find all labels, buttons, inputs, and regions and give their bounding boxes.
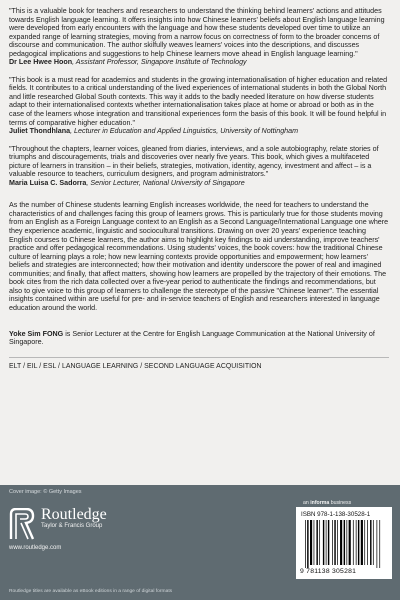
footer-band (0, 485, 400, 600)
publisher-name: Routledge (41, 506, 107, 523)
blurb-quote: "This book is a must read for academics and students in the growing internationalisation of higher education and related fields. It contributes to a critical understanding of the lived experiences of international students in both the Global North and little researched Global South contexts. This way it adds to the badly needed literature on how diverse students adapt to their internationalised contexts whether internationalisation takes place at home or abroad or both as in the case of the learners whose integration and transitional experiences form the basis of this book. It will be found helpful in terms of comparative higher education." (9, 75, 388, 127)
blurb-author-name: Juliet Thondhlana (9, 127, 71, 136)
publisher-block (9, 507, 169, 559)
book-description: As the number of Chinese students learning English increases worldwide, the need for teachers to understand the characteristics of and challenges facing this group of learners grows. This is particularly true for those students moving from an English as a Foreign Language context to an English as a Second Language/International Language one where they experience academic, linguistic and sociocultural transitions. Drawing on over 20 years' experience teaching English courses to Chinese learners, the author aims to highlight key findings to aid understanding, improve teachers' practice and offer pedagogical recommendations. Using students' voices, the book covers: how the traditional Chinese culture of learning plays a role; how new learning contexts provide opportunities and empowerment; how learners' beliefs and strategies are interconnected; how their motivation and identity underscore the power of real and imagined communities; and finally, that affect matters, showing how learners are propelled by the trajectory of their emotions. The book cites from the rich data collected over a five-year period to authenticate the findings and recommendations, but also to give voice to this group of learners to challenge the stereotype of the passive "Chinese learner". The essential insights contained within are useful for pre- and in-service teachers of English and researchers interested in language education around the world. (9, 201, 389, 312)
author-name: Yoke Sim FONG (9, 329, 64, 338)
barcode-number: 9 781138 305281 (300, 568, 357, 575)
blurb-2 (9, 76, 389, 136)
barcode-icon (302, 520, 386, 570)
blurb-author-name: Dr Lee Hwee Hoon (9, 58, 73, 67)
blurb-quote: "Throughout the chapters, learner voices, gleaned from diaries, interviews, and a sole autobiography, relate stories of triumphs and discouragements, trials and discoveries over nearly five years. This book, which gives a multifaceted picture of learners in transition – in their beliefs, strategies, motivation, identity, agency, investment and affect – is a valuable resource to teachers, curriculum designers, and program administrators." (9, 144, 379, 179)
informa-tagline (303, 500, 351, 506)
blurb-author-role: , Lecturer in Education and Applied Linguistics, University of Nottingham (70, 127, 299, 136)
ebook-note: Routledge titles are available as eBook editions in a range of digital formats (9, 589, 173, 594)
informa-prefix: an (303, 500, 311, 506)
blurb-3 (9, 145, 389, 188)
blurb-attribution (9, 179, 389, 188)
publisher-url[interactable]: www.routledge.com (9, 545, 62, 551)
blurb-1 (9, 7, 389, 67)
blurb-author-role: , Senior Lecturer, National University of Singapore (86, 178, 245, 187)
back-cover-content (9, 7, 389, 371)
blurb-quote: "This is a valuable book for teachers and researchers to understand the thinking behind learners' actions and attitudes towards English language learning. It offers insights into how Chinese learners' beliefs about English language learning were developed from early encounters with the language and how these students developed over time to utilize an expanded range of learning strategies, moving from a narrow focus on correctness of form to the broader concerns of discourse and communication. The author skilfully weaves learners' voices into the descriptions, and discusses pedagogical implications and suggestions to help Chinese learners move ahead in English language learning." (9, 7, 385, 58)
routledge-logo-icon (9, 508, 35, 541)
informa-brand: informa (310, 500, 330, 506)
publisher-subtitle: Taylor & Francis Group (41, 523, 103, 529)
divider (9, 357, 389, 358)
blurb-author-name: Maria Luisa C. Sadorra (9, 178, 87, 187)
subject-categories: ELT / EIL / ESL / LANGUAGE LEARNING / SECOND LANGUAGE ACQUISITION (9, 362, 262, 370)
isbn-text: ISBN 978-1-138-30528-1 (301, 511, 371, 518)
blurb-attribution (9, 58, 389, 67)
cover-credit: Cover image: © Getty Images (9, 489, 82, 495)
blurb-author-role: , Assistant Professor, Singapore Institute of Technology (72, 58, 247, 67)
author-bio-text: is Senior Lecturer at the Centre for English Language Communication at the National University of Singapore. (9, 329, 375, 347)
author-bio (9, 330, 389, 347)
barcode-panel (296, 507, 392, 579)
informa-suffix: business (329, 500, 352, 506)
blurb-attribution (9, 127, 389, 136)
